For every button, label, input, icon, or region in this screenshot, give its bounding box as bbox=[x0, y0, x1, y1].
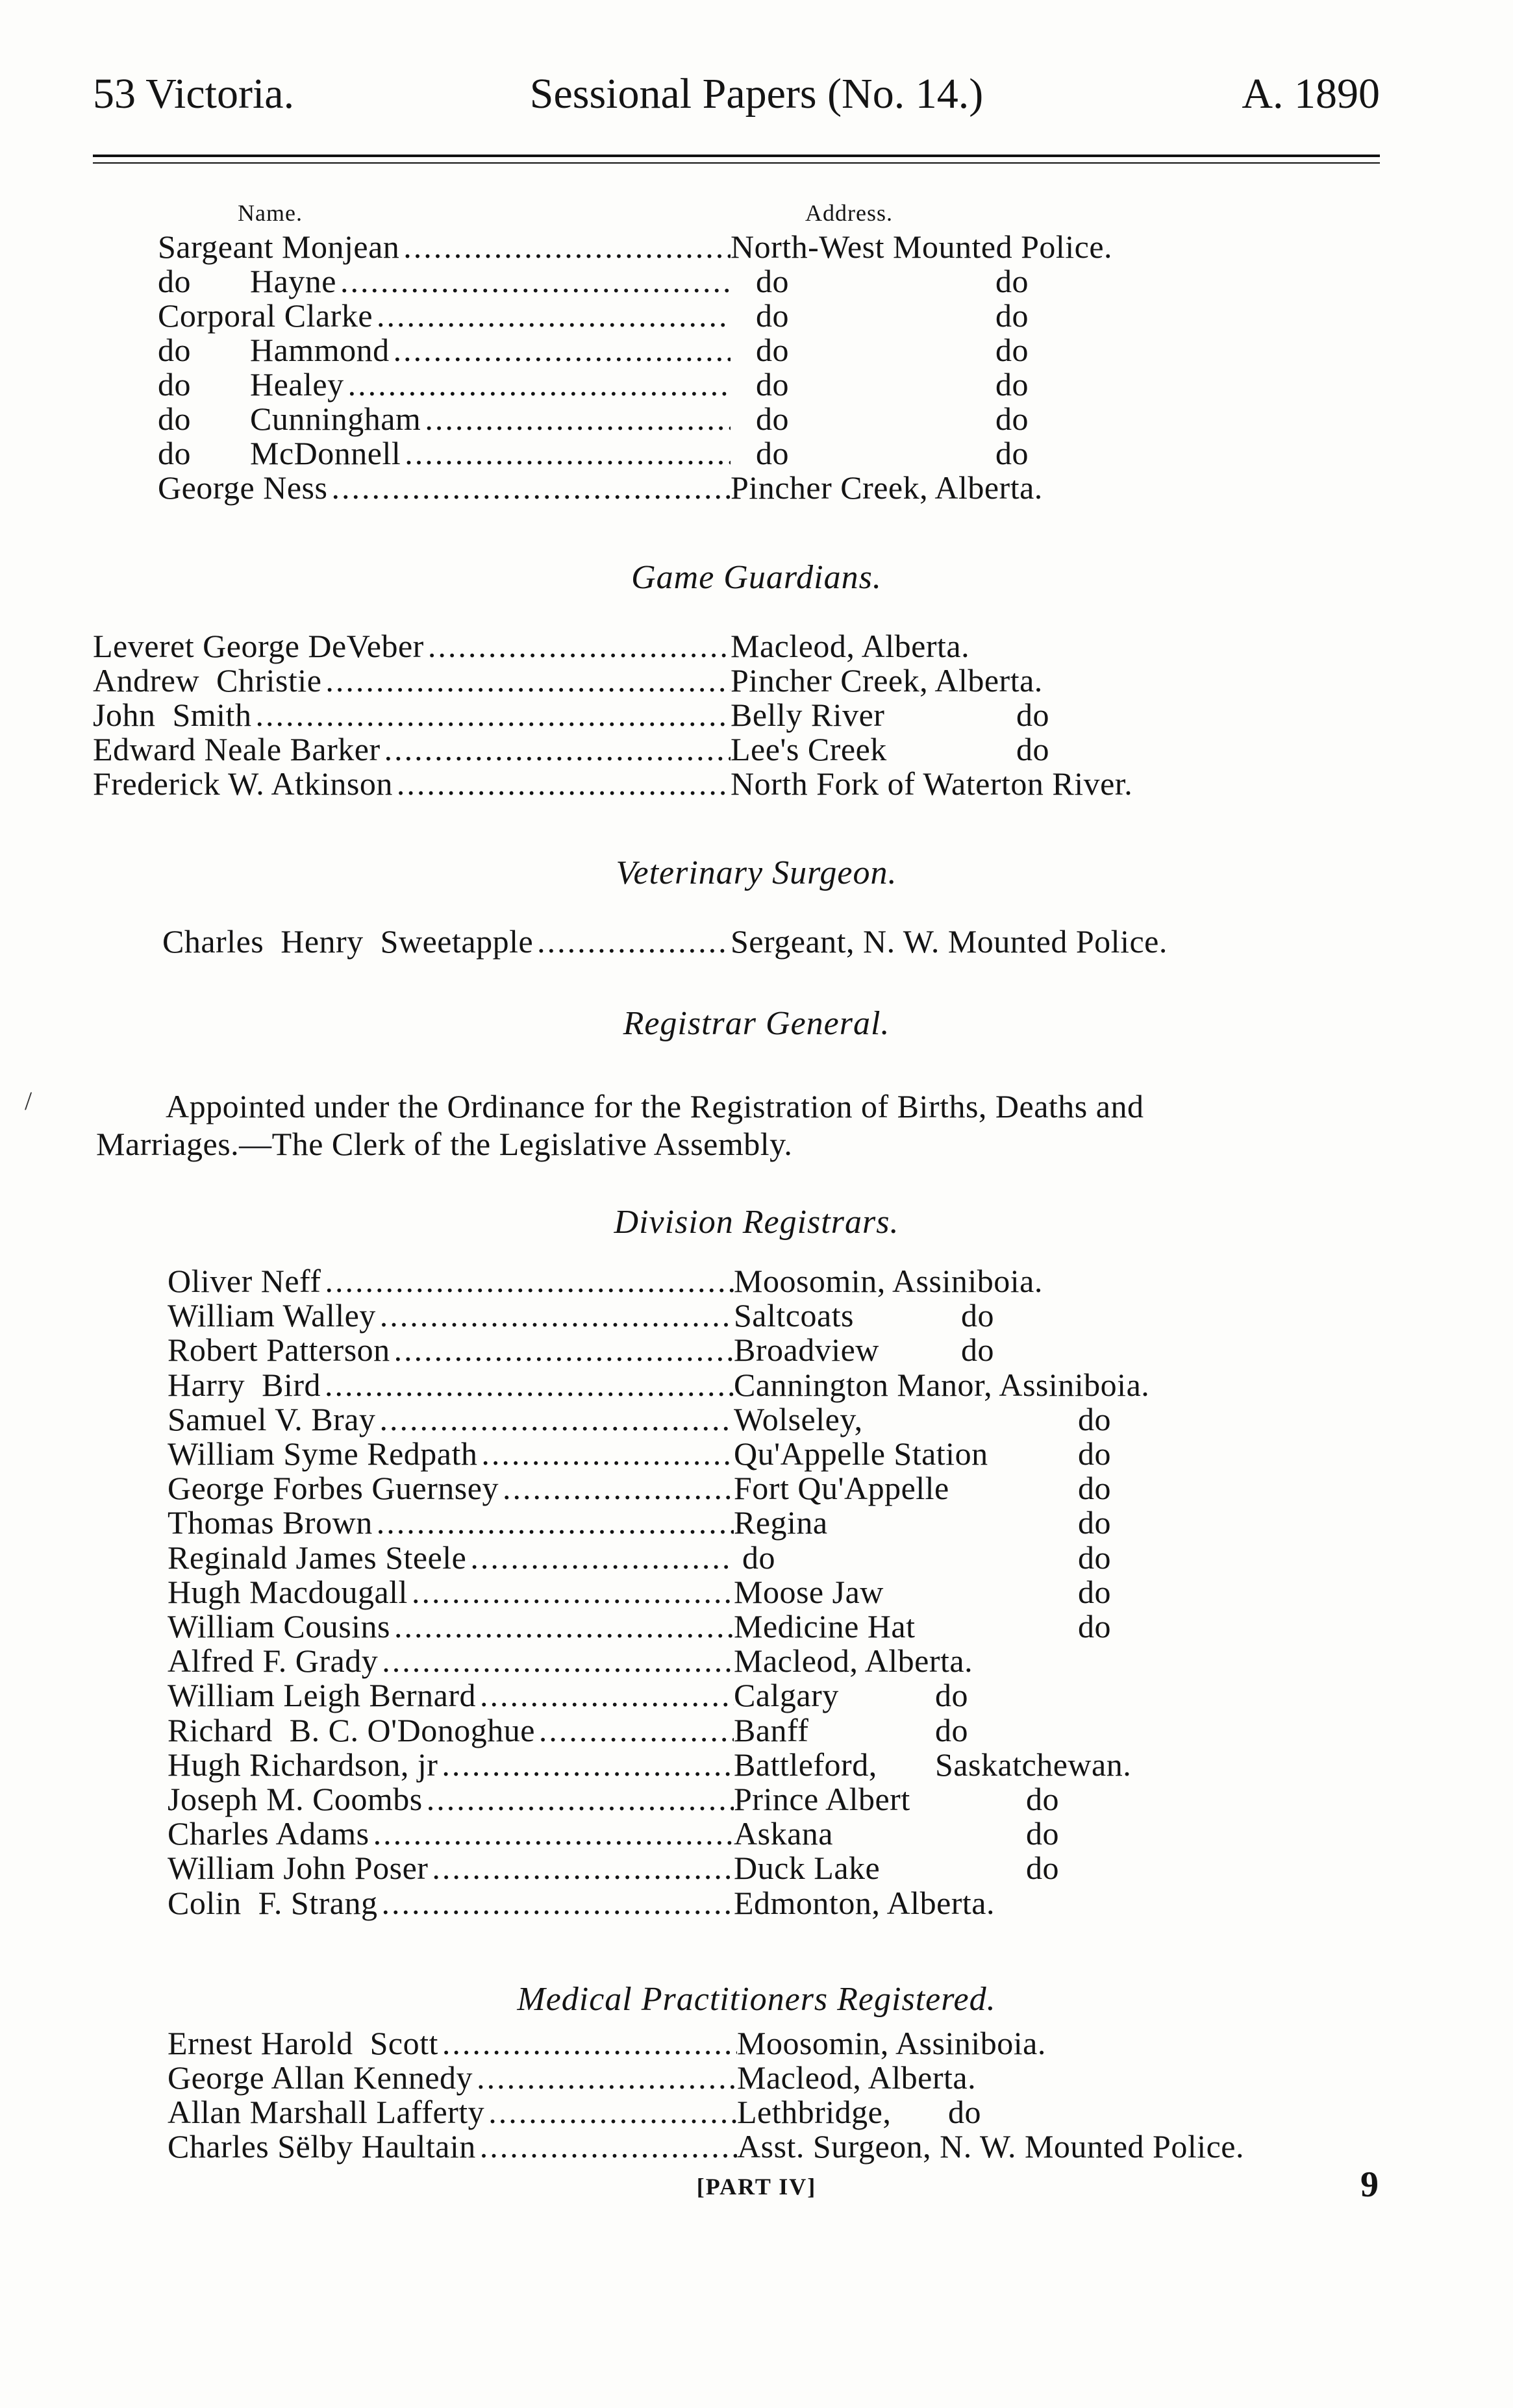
entry-address: do do bbox=[731, 401, 1029, 437]
entry-name: Alfred F. Grady ..... bbox=[168, 1641, 734, 1680]
entry-address: Moose Jaw do bbox=[734, 1573, 1111, 1610]
entry-row bbox=[158, 468, 1043, 507]
dot-leader bbox=[481, 1434, 734, 1473]
entry-row bbox=[93, 764, 1132, 803]
entry-name: William Walley ..... bbox=[168, 1296, 734, 1335]
entry-ditto: do bbox=[1078, 1608, 1111, 1645]
entry-row bbox=[168, 1296, 994, 1335]
entry-row bbox=[168, 1745, 1131, 1784]
header-rule-thin bbox=[93, 162, 1380, 164]
entry-address: Edmonton, Alberta. bbox=[734, 1884, 995, 1921]
entry-ditto: do bbox=[961, 1332, 994, 1369]
dot-leader bbox=[325, 1365, 734, 1404]
entry-name: Thomas Brown ..... bbox=[168, 1503, 734, 1542]
entry-row bbox=[158, 365, 1029, 404]
entry-address: Saltcoats do bbox=[734, 1297, 994, 1334]
entry-address: Macleod, Alberta. bbox=[737, 2059, 977, 2096]
entry-ditto: do bbox=[995, 332, 1029, 368]
entry-row bbox=[168, 1814, 1059, 1853]
entry-name: Richard B. C. O'Donoghue ..... bbox=[168, 1711, 734, 1750]
entry-row bbox=[168, 2024, 1046, 2063]
dot-leader bbox=[480, 2127, 737, 2166]
entry-name: Reginald James Steele ..... bbox=[168, 1538, 734, 1577]
entry-ditto: do bbox=[1026, 1815, 1059, 1852]
entry-ditto: do bbox=[961, 1297, 994, 1334]
dot-leader bbox=[255, 695, 731, 734]
entry-row bbox=[168, 2127, 1244, 2166]
entry-name: William Cousins ..... bbox=[168, 1607, 734, 1646]
entry-address: Macleod, Alberta. bbox=[731, 628, 970, 664]
entry-address: Banff do bbox=[734, 1711, 968, 1748]
part-marker: [PART IV] bbox=[696, 2174, 817, 2200]
entry-address: North-West Mounted Police. bbox=[731, 229, 1113, 265]
entry-ditto: do bbox=[1078, 1573, 1111, 1610]
entry-address: Askana do bbox=[734, 1815, 1059, 1852]
entry-address: do do bbox=[731, 332, 1029, 368]
entry-address: do do bbox=[734, 1539, 1111, 1576]
entry-address: Pincher Creek, Alberta. bbox=[731, 662, 1043, 699]
entry-name: do Cunningham ..... bbox=[158, 399, 731, 438]
dot-leader bbox=[373, 1814, 734, 1853]
entry-name: William Leigh Bernard ..... bbox=[168, 1676, 734, 1715]
section-title-registrar-general: Registrar General. bbox=[623, 1005, 890, 1042]
entry-name: Charles Sëlby Haultain ..... bbox=[168, 2127, 737, 2166]
dot-leader bbox=[381, 1883, 734, 1922]
entry-address: do do bbox=[731, 263, 1029, 299]
entry-ditto: do bbox=[1026, 1781, 1059, 1817]
entry-address: Lee's Creek do bbox=[731, 731, 1049, 767]
dot-leader bbox=[432, 1848, 734, 1887]
entry-row bbox=[93, 695, 1049, 734]
entry-ditto: do bbox=[935, 1711, 968, 1748]
entry-ditto: do bbox=[1078, 1435, 1111, 1472]
dot-leader bbox=[488, 2092, 737, 2131]
entry-address: Macleod, Alberta. bbox=[734, 1643, 973, 1680]
dot-leader bbox=[348, 365, 731, 404]
entry-address: Cannington Manor, Assiniboia. bbox=[734, 1366, 1150, 1403]
dot-leader bbox=[394, 330, 731, 369]
dot-leader bbox=[380, 1296, 734, 1335]
entry-row bbox=[168, 1780, 1059, 1818]
entry-name: do Hayne ..... bbox=[158, 262, 731, 301]
entry-row bbox=[168, 1711, 968, 1750]
entry-name: Allan Marshall Lafferty ..... bbox=[168, 2092, 737, 2131]
entry-name: Frederick W. Atkinson ..... bbox=[93, 764, 731, 803]
entry-name: Samuel V. Bray ..... bbox=[168, 1400, 734, 1439]
dot-leader bbox=[331, 468, 731, 507]
entry-address: do do bbox=[731, 297, 1029, 334]
dot-leader bbox=[325, 1261, 734, 1300]
entry-row bbox=[168, 1883, 995, 1922]
entry-address: Pincher Creek, Alberta. bbox=[731, 469, 1043, 506]
entry-row bbox=[168, 1572, 1111, 1611]
entry-address: Qu'Appelle Station do bbox=[734, 1435, 1111, 1472]
column-header-address: Address. bbox=[805, 200, 893, 226]
entry-address: Regina do bbox=[734, 1504, 1111, 1541]
entry-name: William John Poser ..... bbox=[168, 1848, 734, 1887]
entry-name: Charles Henry Sweetapple ..... bbox=[162, 922, 731, 961]
entry-address: North Fork of Waterton River. bbox=[731, 765, 1133, 802]
entry-address: Asst. Surgeon, N. W. Mounted Police. bbox=[737, 2128, 1244, 2165]
dot-leader bbox=[470, 1538, 734, 1577]
entry-ditto: do bbox=[1078, 1470, 1111, 1507]
entry-address: Lethbridge, do bbox=[737, 2094, 981, 2130]
entry-row bbox=[93, 661, 1043, 700]
section-title-division-registrars: Division Registrars. bbox=[614, 1204, 899, 1241]
section-title-veterinary: Veterinary Surgeon. bbox=[616, 854, 897, 891]
entry-name: Hugh Richardson, jr ..... bbox=[168, 1745, 734, 1784]
header-title: Sessional Papers (No. 14.) bbox=[529, 70, 984, 118]
header-year: A. 1890 bbox=[1242, 70, 1380, 118]
entry-address: Moosomin, Assiniboia. bbox=[734, 1263, 1043, 1299]
entry-name: Sargeant Monjean ..... bbox=[158, 227, 731, 266]
entry-name: do McDonnell ..... bbox=[158, 434, 731, 473]
entry-address: Wolseley, do bbox=[734, 1400, 1111, 1437]
entry-name: Hugh Macdougall ..... bbox=[168, 1572, 734, 1611]
entry-name: Robert Patterson ..... bbox=[168, 1330, 734, 1369]
entry-name: William Syme Redpath ..... bbox=[168, 1434, 734, 1473]
dot-leader bbox=[477, 2058, 737, 2097]
entry-address: do do bbox=[731, 366, 1029, 403]
entry-ditto: do bbox=[1078, 1539, 1111, 1576]
entry-row bbox=[168, 1676, 968, 1715]
entry-name: Leveret George DeVeber ..... bbox=[93, 627, 731, 665]
column-header-name: Name. bbox=[238, 200, 303, 226]
entry-row bbox=[168, 1365, 1149, 1404]
entry-address: Prince Albert do bbox=[734, 1781, 1059, 1817]
dot-leader bbox=[384, 730, 731, 769]
dot-leader bbox=[377, 296, 731, 335]
entry-name: John Smith ..... bbox=[93, 695, 731, 734]
entry-row bbox=[158, 399, 1029, 438]
entry-row bbox=[168, 1469, 1111, 1508]
entry-name: Ernest Harold Scott ..... bbox=[168, 2024, 737, 2063]
entry-ditto: do bbox=[1078, 1504, 1111, 1541]
entry-ditto: do bbox=[995, 401, 1029, 437]
dot-leader bbox=[340, 262, 731, 301]
entry-name: Colin F. Strang ..... bbox=[168, 1883, 734, 1922]
entry-ditto: do bbox=[995, 435, 1029, 471]
dot-leader bbox=[428, 627, 731, 665]
dot-leader bbox=[379, 1400, 734, 1439]
entry-address: Moosomin, Assiniboia. bbox=[737, 2025, 1046, 2061]
header-session: 53 Victoria. bbox=[93, 70, 295, 118]
page-number: 9 bbox=[1360, 2165, 1379, 2205]
entry-ditto: do bbox=[1026, 1850, 1059, 1887]
dot-leader bbox=[427, 1780, 734, 1818]
entry-name: Oliver Neff ..... bbox=[168, 1261, 734, 1300]
entry-row bbox=[158, 296, 1029, 335]
margin-mark: / bbox=[25, 1086, 32, 1115]
dot-leader bbox=[403, 227, 731, 266]
dot-leader bbox=[480, 1676, 734, 1715]
entry-row bbox=[168, 1400, 1111, 1439]
entry-row bbox=[168, 1330, 994, 1369]
entry-address: Duck Lake do bbox=[734, 1850, 1059, 1887]
registrar-paragraph-line-1: Appointed under the Ordinance for the Registration of Births, Deaths and bbox=[166, 1088, 1144, 1124]
dot-leader bbox=[442, 2024, 737, 2063]
entry-row bbox=[158, 262, 1029, 301]
entry-ditto: do bbox=[1016, 731, 1049, 767]
entry-address: Medicine Hat do bbox=[734, 1608, 1111, 1645]
dot-leader bbox=[442, 1745, 734, 1784]
entry-row bbox=[168, 1641, 973, 1680]
entry-address: Sergeant, N. W. Mounted Police. bbox=[731, 923, 1168, 960]
dot-leader bbox=[397, 764, 731, 803]
entry-name: George Forbes Guernsey ..... bbox=[168, 1469, 734, 1508]
entry-ditto: do bbox=[995, 366, 1029, 403]
entry-name: Charles Adams ..... bbox=[168, 1814, 734, 1853]
entry-ditto: Saskatchewan. bbox=[935, 1746, 1132, 1783]
entry-row bbox=[168, 2058, 976, 2097]
entry-name: Corporal Clarke ..... bbox=[158, 296, 731, 335]
entry-row bbox=[93, 730, 1049, 769]
entry-row bbox=[168, 1261, 1043, 1300]
entry-address: Calgary do bbox=[734, 1677, 968, 1714]
entry-name: Joseph M. Coombs ..... bbox=[168, 1780, 734, 1818]
entry-row bbox=[162, 922, 1168, 961]
dot-leader bbox=[394, 1330, 734, 1369]
entry-row bbox=[158, 434, 1029, 473]
entry-row bbox=[158, 227, 1112, 266]
entry-row bbox=[168, 1848, 1059, 1887]
dot-leader bbox=[405, 434, 731, 473]
entry-address: do do bbox=[731, 435, 1029, 471]
entry-ditto: do bbox=[995, 263, 1029, 299]
entry-ditto: do bbox=[995, 297, 1029, 334]
entry-name: do Healey ..... bbox=[158, 365, 731, 404]
entry-row bbox=[168, 1538, 1111, 1577]
dot-leader bbox=[382, 1641, 734, 1680]
entry-name: Harry Bird ..... bbox=[168, 1365, 734, 1404]
entry-address: Belly River do bbox=[731, 697, 1049, 733]
entry-address: Broadview do bbox=[734, 1332, 994, 1369]
entry-row bbox=[93, 627, 969, 665]
entry-name: George Ness ..... bbox=[158, 468, 731, 507]
entry-name: George Allan Kennedy ..... bbox=[168, 2058, 737, 2097]
dot-leader bbox=[425, 399, 731, 438]
entry-address: Fort Qu'Appelle do bbox=[734, 1470, 1111, 1507]
entry-ditto: do bbox=[948, 2094, 981, 2130]
entry-row bbox=[168, 2092, 981, 2131]
entry-address: Battleford, Saskatchewan. bbox=[734, 1746, 1132, 1783]
registrar-paragraph-line-2: Marriages.—The Clerk of the Legislative Assembly. bbox=[96, 1126, 793, 1162]
dot-leader bbox=[537, 922, 731, 961]
entry-name: Edward Neale Barker ..... bbox=[93, 730, 731, 769]
header-rule-thick bbox=[93, 155, 1380, 157]
dot-leader bbox=[394, 1607, 734, 1646]
dot-leader bbox=[377, 1503, 734, 1542]
entry-ditto: do bbox=[1078, 1400, 1111, 1437]
entry-row bbox=[168, 1503, 1111, 1542]
entry-ditto: do bbox=[1016, 697, 1049, 733]
entry-row bbox=[158, 330, 1029, 369]
section-title-game-guardians: Game Guardians. bbox=[631, 559, 882, 596]
entry-ditto: do bbox=[935, 1677, 968, 1714]
section-title-medical-practitioners: Medical Practitioners Registered. bbox=[517, 1981, 996, 2018]
entry-row bbox=[168, 1434, 1111, 1473]
dot-leader bbox=[503, 1469, 734, 1508]
dot-leader bbox=[412, 1572, 734, 1611]
entry-name: Andrew Christie ..... bbox=[93, 661, 731, 700]
entry-name: do Hammond ..... bbox=[158, 330, 731, 369]
dot-leader bbox=[539, 1711, 734, 1750]
dot-leader bbox=[325, 661, 731, 700]
entry-row bbox=[168, 1607, 1111, 1646]
